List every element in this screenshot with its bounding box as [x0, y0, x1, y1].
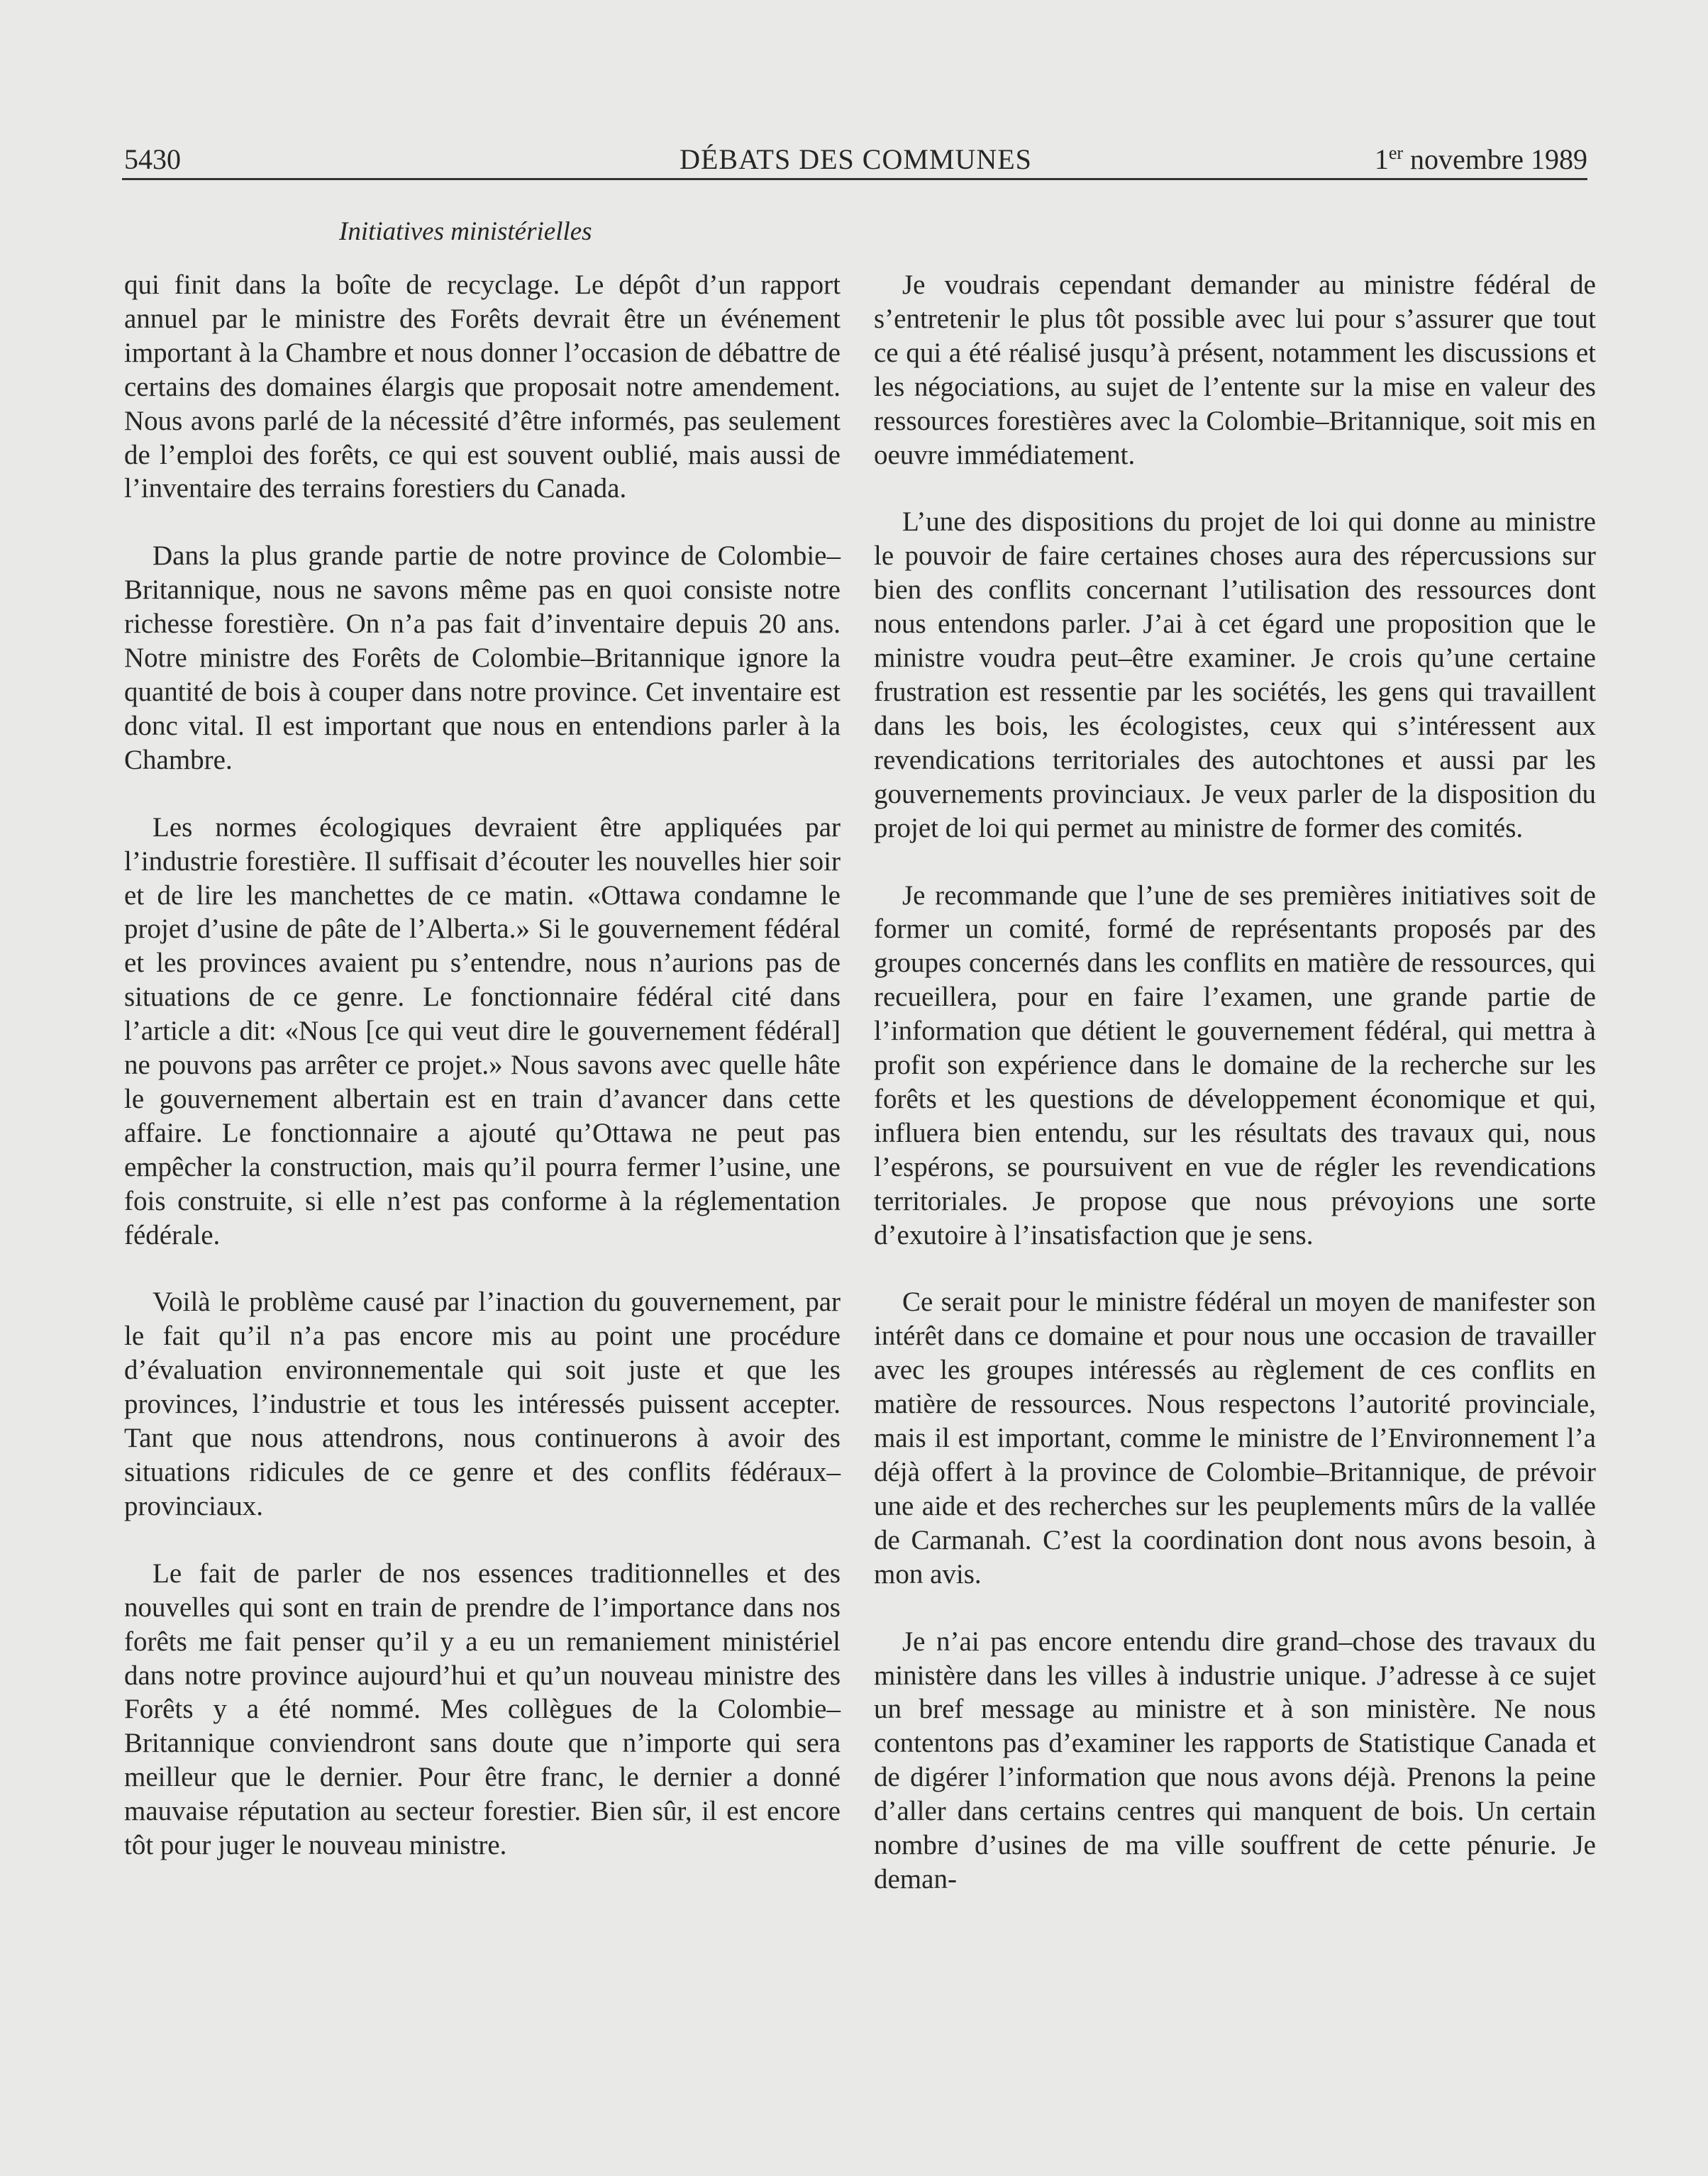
date-ordinal: er [1388, 143, 1404, 163]
paragraph: Je recommande que l’une de ses premières initiatives soit de former un comité, formé de représentants proposés par des groupes concernés dans les conflits en matière de ressources, qui recueillera, pour en faire l’examen, une grande partie de l’information que détient le gouvernement fédéral, qui mettra à profit son expérience dans le domaine de la recherche sur les forêts et les questions de développement économique et qui, influera bien entendu, sur les résultats des travaux qui, nous l’espérons, se poursuivent en vue de régler les revendications territoriales. Je propose que nous prévoyions une sorte d’exutoire à l’insatisfaction que je sens. [874, 879, 1596, 1250]
paragraph: Voilà le problème causé par l’inaction du gouvernement, par le fait qu’il n’a pas encore mis au point une procédure d’évaluation environnementale qui soit juste et que les provinces, l’industrie et tous les intéressés puissent accepter. Tant que nous attendrons, nous continuerons à avoir des situations ridicules de ce genre et des conflits fédéraux–provinciaux. [124, 1287, 841, 1521]
date-month-year: novembre 1989 [1403, 143, 1587, 175]
paragraph: Ce serait pour le ministre fédéral un moyen de manifester son intérêt dans ce domaine et pour nous une occasion de travailler avec les groupes intéressés au règlement de ces conflits en matière de ressources. Nous respectons l’autorité provinciale, mais il est important, comme le ministre de l’Environnement l’a déjà offert à la province de Colombie–Britannique, de prévoir une aide et des recherches sur les peuplements mûrs de la vallée de Carmanah. C’est la coordination dont nous avons besoin, à mon avis. [874, 1287, 1596, 1589]
publication-title: DÉBATS DES COMMUNES [680, 143, 1032, 175]
paragraph: L’une des dispositions du projet de loi qui donne au ministre le pouvoir de faire certaines choses aura des répercussions sur bien des conflits concernant l’utilisation des ressources dont nous entendons parler. J’ai à cet égard une proposition que le ministre voudra peut–être examiner. Je crois qu’une certaine frustration est ressentie par les sociétés, les gens qui travaillent dans les bois, les écologistes, ceux qui s’intéressent aux revendications territoriales des autochtones et aussi par les gouvernements provinciaux. Je veux parler de la disposition du projet de loi qui permet au ministre de former des comités. [874, 506, 1596, 843]
paragraph: Je voudrais cependant demander au ministre fédéral de s’entretenir le plus tôt possible avec lui pour s’assurer que tout ce qui a été réalisé jusqu’à présent, notamment les discussions et les négociations, au sujet de l’entente sur la mise en valeur des ressources forestières avec la Colombie–Britannique, soit mis en oeuvre immédiatement. [874, 270, 1596, 470]
paragraph: Le fait de parler de nos essences traditionnelles et des nouvelles qui sont en train de prendre de l’importance dans nos forêts me fait penser qu’il y a eu un remaniement ministériel dans notre province aujourd’hui et qu’un nouveau ministre des Forêts y a été nommé. Mes collègues de la Colombie–Britannique conviendront sans doute que n’importe qui sera meilleur que le dernier. Pour être franc, le dernier a donné mauvaise réputation au secteur forestier. Bien sûr, il est encore tôt pour juger le nouveau ministre. [124, 1558, 841, 1861]
page-header [124, 139, 1587, 180]
left-column [124, 268, 841, 1863]
right-column [874, 268, 1596, 1897]
paragraph: Les normes écologiques devraient être appliquées par l’industrie forestière. Il suffisait d’écouter les nouvelles hier soir et de lire les manchettes de ce matin. «Ottawa condamne le projet d’usine de pâte de l’Alberta.» Si le gouvernement fédéral et les provinces avaient pu s’entendre, nous n’aurions pas de situations de ce genre. Le fonctionnaire fédéral cité dans l’article a dit: «Nous [ce qui veut dire le gouvernement fédéral] ne pouvons pas arrêter ce projet.» Nous savons avec quelle hâte le gouvernement albertain est en train d’avancer dans cette affaire. Le fonctionnaire a ajouté qu’Ottawa ne peut pas empêcher la construction, mais qu’il pourra fermer l’usine, une fois construite, si elle n’est pas conforme à la réglementation fédérale. [124, 811, 841, 1250]
date-day: 1 [1374, 143, 1389, 175]
header-rule [122, 178, 1587, 180]
section-subheader: Initiatives ministérielles [339, 217, 592, 246]
page-number: 5430 [124, 143, 181, 175]
issue-date [1375, 139, 1587, 180]
paragraph: Dans la plus grande partie de notre province de Colombie–Britannique, nous ne savons même pas en quoi consiste notre richesse forestière. On n’a pas fait d’inventaire depuis 20 ans. Notre ministre des Forêts de Colombie–Britannique ignore la quantité de bois à couper dans notre province. Cet inventaire est donc vital. Il est important que nous en entendions parler à la Chambre. [124, 540, 841, 775]
paragraph: qui finit dans la boîte de recyclage. Le dépôt d’un rapport annuel par le ministre des Forêts devrait être un événement important à la Chambre et nous donner l’occasion de débattre de certains des domaines élargis que proposait notre amendement. Nous avons parlé de la nécessité d’être informés, pas seulement de l’emploi des forêts, ce qui est souvent oublié, mais aussi de l’inventaire des terrains forestiers du Canada. [124, 270, 841, 504]
paragraph: Je n’ai pas encore entendu dire grand–chose des travaux du ministère dans les villes à industrie unique. J’adresse à ce sujet un bref message au ministre et à son ministère. Ne nous contentons pas d’examiner les rapports de Statistique Canada et de digérer l’information que nous avons déjà. Prenons la peine d’aller dans certains centres qui manquent de bois. Un certain nombre d’usines de ma ville souffrent de cette pénurie. Je deman- [874, 1626, 1596, 1894]
